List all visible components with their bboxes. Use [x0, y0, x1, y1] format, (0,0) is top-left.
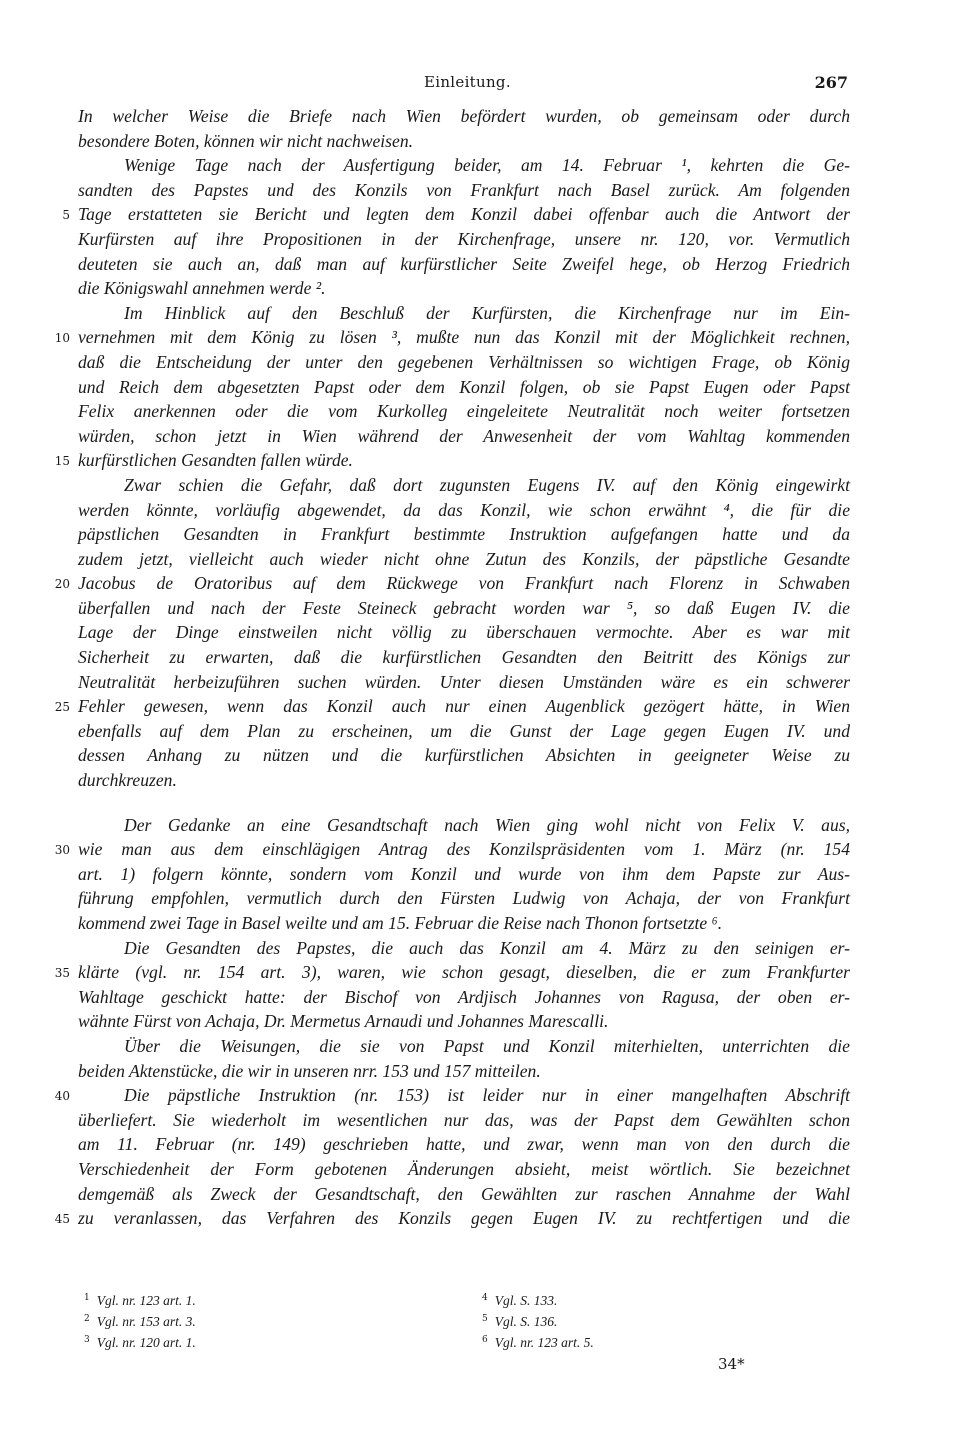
line-text: Tage erstatteten sie Bericht und legten dem Konzil dabei offenbar auch die Antwort der [78, 204, 850, 225]
line-number: 35 [54, 966, 70, 981]
line-text: und Reich dem abgesetzten Papst oder dem Konzil folgen, ob sie Papst Eugen oder Papst [78, 376, 850, 397]
line-text: daß die Entscheidung der unter den gegebenen Verhältnissen so wichtigen Frage, ob König [78, 351, 850, 372]
line-text: Felix anerkennen oder die vom Kurkolleg eingeleitete Neutralität noch weiter fortsetzen [78, 401, 850, 422]
line-text: Der Gedanke an eine Gesandtschaft nach Wien ging wohl nicht von Felix V. aus, [124, 814, 850, 835]
text-line [0, 768, 960, 793]
footnotes-left-column [84, 1288, 196, 1351]
line-text: werden könnte, vorläufig abgewendet, da das Konzil, wie schon erwähnt ⁴, die für die [78, 499, 850, 520]
text-line [0, 813, 960, 838]
line-number: 5 [62, 208, 70, 223]
line-text: Kurfürsten auf ihre Propositionen in der Kirchenfrage, unsere nr. 120, vor. Vermutlich [78, 228, 850, 249]
line-text: besondere Boten, können wir nicht nachweisen. [78, 130, 414, 151]
signature-mark: 34* [718, 1355, 745, 1373]
text-line [0, 1034, 960, 1059]
footnotes-right-column [482, 1288, 594, 1351]
text-line [0, 202, 960, 227]
text-line [0, 620, 960, 645]
text-line [0, 301, 960, 326]
line-text: art. 1) folgern könnte, sondern vom Konzil und wurde von ihm dem Papste zur Aus- [78, 863, 850, 884]
running-title: Einleitung. [424, 73, 511, 91]
line-text: kurfürstlichen Gesandten fallen würde. [78, 450, 353, 471]
text-line [0, 547, 960, 572]
text-line [0, 960, 960, 985]
footnote-mark: 1 [84, 1293, 90, 1303]
footnote [482, 1330, 594, 1351]
paragraph [0, 1034, 960, 1083]
page-number: 267 [814, 73, 848, 92]
line-number: 15 [54, 454, 70, 469]
footnote-mark: 6 [482, 1335, 488, 1345]
footnote [84, 1330, 196, 1351]
line-text: Im Hinblick auf den Beschluß der Kurfürsten, die Kirchenfrage nur im Ein- [124, 302, 850, 323]
line-text: sandten des Papstes und des Konzils von Frankfurt nach Basel zurück. Am folgenden [78, 179, 850, 200]
footnote [84, 1288, 196, 1309]
text-line [0, 153, 960, 178]
text-line [0, 178, 960, 203]
text-line [0, 399, 960, 424]
footnote-text: Vgl. S. 136. [494, 1314, 558, 1329]
line-text: Lage der Dinge einstweilen nicht völlig zu überschauen vermochte. Aber es war mit [78, 622, 850, 643]
text-line [0, 473, 960, 498]
footnote-mark: 5 [482, 1314, 488, 1324]
text-line [0, 252, 960, 277]
text-line [0, 424, 960, 449]
line-text: Wahltage geschickt hatte: der Bischof von Ardjisch Johannes von Ragusa, der oben er- [78, 986, 850, 1007]
line-number: 10 [54, 331, 70, 346]
text-line [0, 1132, 960, 1157]
text-line [0, 498, 960, 523]
text-line [0, 670, 960, 695]
text-line [0, 936, 960, 961]
text-line [0, 1009, 960, 1034]
text-line [0, 571, 960, 596]
line-number: 20 [54, 577, 70, 592]
text-line [0, 596, 960, 621]
text-line [0, 227, 960, 252]
text-line [0, 985, 960, 1010]
footnote-mark: 4 [482, 1293, 488, 1303]
text-line [0, 350, 960, 375]
text-line [0, 448, 960, 473]
line-text: Über die Weisungen, die sie von Papst und Konzil miterhielten, unterrichten die [124, 1035, 850, 1056]
line-text: vernehmen mit dem König zu lösen ³, mußte nun das Konzil mit der Möglichkeit rechnen, [78, 327, 850, 348]
line-text: überliefert. Sie wiederholt im wesentlichen nur das, was der Papst dem Gewählten schon [78, 1109, 850, 1130]
text-line [0, 1206, 960, 1231]
line-text: Zwar schien die Gefahr, daß dort zugunsten Eugens IV. auf den König eingewirkt [124, 474, 850, 495]
text-line [0, 645, 960, 670]
line-text: wähnte Fürst von Achaja, Dr. Mermetus Arnaudi und Johannes Marescalli. [78, 1011, 609, 1032]
text-line [0, 911, 960, 936]
line-text: wie man aus dem einschlägigen Antrag des Konzilspräsidenten vom 1. März (nr. 154 [78, 839, 850, 860]
line-text: Wenige Tage nach der Ausfertigung beider, am 14. Februar ¹, kehrten die Ge- [124, 155, 850, 176]
paragraph [0, 473, 960, 793]
text-line [0, 719, 960, 744]
line-text: führung empfohlen, vermutlich durch den Fürsten Ludwig von Achaja, der von Frankfurt [78, 888, 850, 909]
line-number: 45 [54, 1212, 70, 1227]
line-number: 25 [54, 700, 70, 715]
line-text: zudem jetzt, vielleicht auch wieder nicht ohne Zutun des Konzils, der päpstliche Gesandte [78, 548, 850, 569]
text-line [0, 694, 960, 719]
line-text: Fehler gewesen, wenn das Konzil auch nur einen Augenblick gezögert hätte, in Wien [78, 696, 850, 717]
text-line [0, 1157, 960, 1182]
text-line [0, 522, 960, 547]
line-number: 30 [54, 843, 70, 858]
footnote [482, 1309, 594, 1330]
line-text: beiden Aktenstücke, die wir in unseren nrr. 153 und 157 mitteilen. [78, 1060, 541, 1081]
line-text: Neutralität herbeizuführen suchen würden. Unter diesen Umständen wäre es ein schwerer [78, 671, 850, 692]
line-text: Verschiedenheit der Form gebotenen Änderungen absieht, meist wörtlich. Sie bezeichnet [78, 1158, 850, 1179]
footnote-text: Vgl. nr. 123 art. 5. [494, 1335, 594, 1350]
line-text: klärte (vgl. nr. 154 art. 3), waren, wie schon gesagt, dieselben, die er zum Frankfurter [78, 962, 850, 983]
line-text: Die Gesandten des Papstes, die auch das Konzil am 4. März zu den seinigen er- [124, 937, 850, 958]
footnote-text: Vgl. nr. 123 art. 1. [96, 1293, 196, 1308]
text-line [0, 276, 960, 301]
line-text: durchkreuzen. [78, 770, 177, 791]
line-number: 40 [54, 1089, 70, 1104]
running-head [80, 73, 850, 97]
paragraph [0, 1083, 960, 1231]
text-line [0, 886, 960, 911]
line-text: demgemäß als Zweck der Gesandtschaft, den Gewählten zur raschen Annahme der Wahl [78, 1183, 850, 1204]
line-text: Sicherheit zu erwarten, daß die kurfürstlichen Gesandten den Beitritt des Königs zur [78, 647, 850, 668]
text-line [0, 743, 960, 768]
text-line [0, 375, 960, 400]
text-line [0, 1108, 960, 1133]
body-text [0, 104, 960, 1231]
text-line [0, 104, 960, 129]
line-text: ebenfalls auf dem Plan zu erscheinen, um die Gunst der Lage gegen Eugen IV. und [78, 720, 850, 741]
text-line [0, 129, 960, 154]
footnote-text: Vgl. S. 133. [494, 1293, 558, 1308]
paragraph [0, 936, 960, 1034]
text-line [0, 325, 960, 350]
line-text: die Königswahl annehmen werde ². [78, 278, 326, 299]
footnote [84, 1309, 196, 1330]
line-text: überfallen und nach der Feste Steineck gebracht worden war ⁵, so daß Eugen IV. die [78, 597, 850, 618]
line-text: dessen Anhang zu nützen und die kurfürstlichen Absichten in geeigneter Weise zu [78, 745, 850, 766]
footnote [482, 1288, 594, 1309]
line-text: Jacobus de Oratoribus auf dem Rückwege von Frankfurt nach Florenz in Schwaben [78, 573, 850, 594]
text-line [0, 837, 960, 862]
text-line [0, 1059, 960, 1084]
footnote-text: Vgl. nr. 153 art. 3. [96, 1314, 196, 1329]
line-text: am 11. Februar (nr. 149) geschrieben hatte, und zwar, wenn man von den durch die [78, 1134, 850, 1155]
line-text: Die päpstliche Instruktion (nr. 153) ist leider nur in einer mangelhaften Abschrift [124, 1085, 850, 1106]
line-text: kommend zwei Tage in Basel weilte und am 15. Februar die Reise nach Thonon fortsetzte ⁶. [78, 913, 723, 933]
paragraph-gap [0, 793, 960, 813]
paragraph [0, 813, 960, 936]
paragraph [0, 153, 960, 301]
paragraph [0, 301, 960, 473]
text-line [0, 1182, 960, 1207]
line-text: würden, schon jetzt in Wien während der Anwesenheit der vom Wahltag kommenden [78, 425, 850, 446]
footnote-mark: 3 [84, 1335, 90, 1345]
paragraph [0, 104, 960, 153]
line-text: päpstlichen Gesandten in Frankfurt bestimmte Instruktion aufgefangen hatte und da [78, 524, 850, 545]
line-text: deuteten sie auch an, daß man auf kurfürstlicher Seite Zweifel hege, ob Herzog Friedrich [78, 253, 850, 274]
text-line [0, 1083, 960, 1108]
line-text: zu veranlassen, das Verfahren des Konzils gegen Eugen IV. zu rechtfertigen und die [78, 1208, 850, 1229]
line-text: In welcher Weise die Briefe nach Wien befördert wurden, ob gemeinsam oder durch [78, 106, 850, 126]
footnote-text: Vgl. nr. 120 art. 1. [96, 1335, 196, 1350]
text-line [0, 862, 960, 887]
footnote-mark: 2 [84, 1314, 90, 1324]
